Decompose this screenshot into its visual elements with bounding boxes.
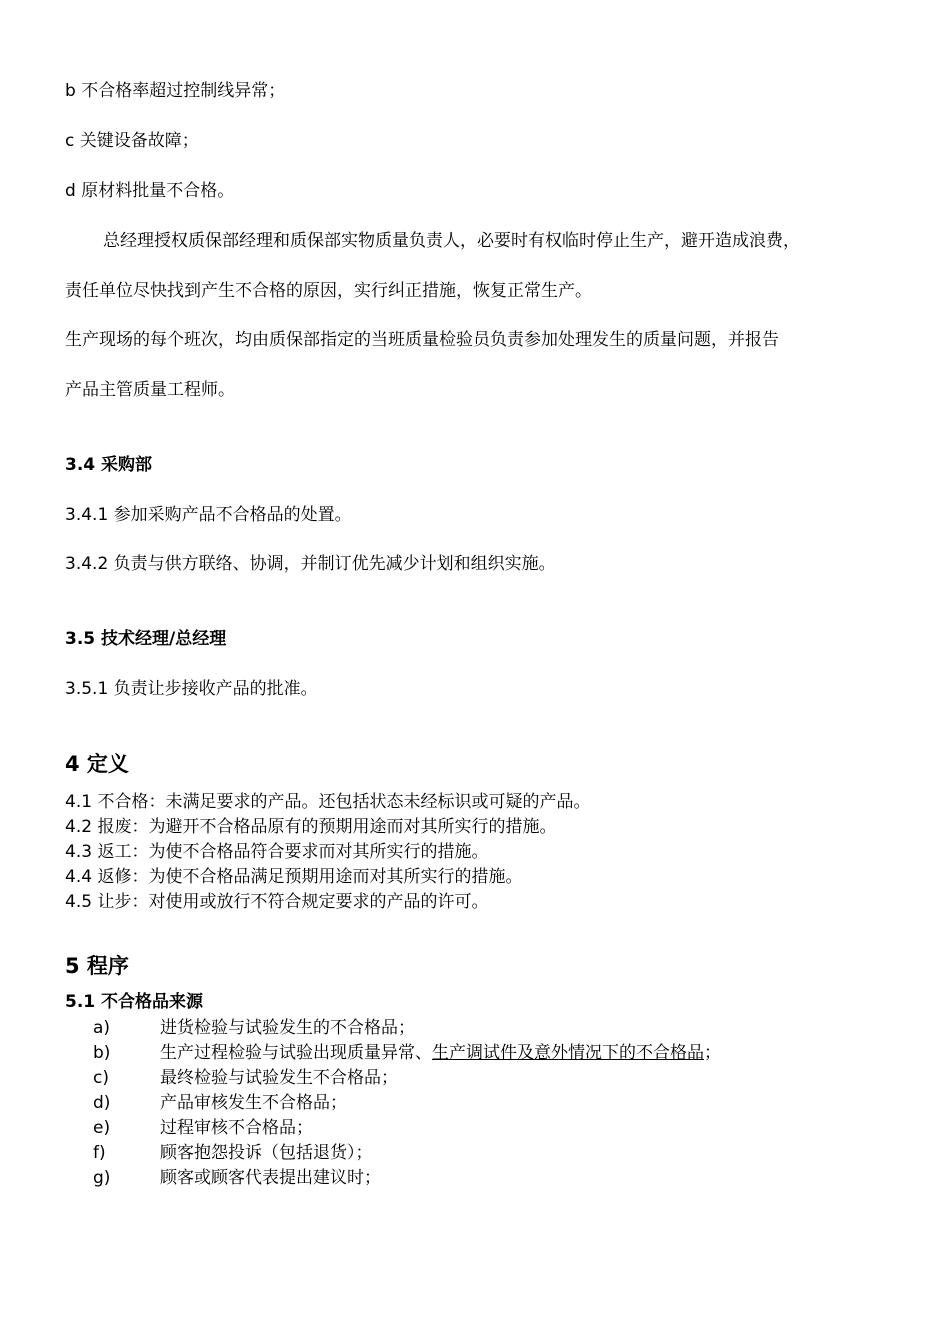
list-item-label: e) (93, 1118, 111, 1138)
heading-5-procedure: 5 程序 (65, 954, 129, 978)
paragraph-authority-line1: 总经理授权质保部经理和质保部实物质量负责人，必要时有权临时停止生产，避开造成浪费， (103, 231, 800, 251)
list-item-text: 产品审核发生不合格品； (160, 1093, 347, 1113)
list-item-label: d) (93, 1093, 111, 1113)
list-item-c: c 关键设备故障； (65, 131, 199, 151)
underlined-text: 生产调试件及意外情况下的不合格品 (432, 1043, 704, 1063)
definition-4-1: 4.1 不合格：未满足要求的产品。还包括状态未经标识或可疑的产品。 (65, 792, 591, 812)
list-item-text: 过程审核不合格品； (160, 1118, 313, 1138)
paragraph-shift-line2: 产品主管质量工程师。 (65, 380, 235, 400)
item-3-4-2: 3.4.2 负责与供方联络、协调，并制订优先减少计划和组织实施。 (65, 554, 556, 574)
heading-5-1: 5.1 不合格品来源 (65, 992, 204, 1012)
list-item-text (160, 1042, 721, 1064)
paragraph-authority-line2: 责任单位尽快找到产生不合格的原因，实行纠正措施，恢复正常生产。 (65, 281, 592, 301)
list-item-text: 顾客抱怨投诉（包括退货）； (160, 1143, 373, 1163)
list-item-text: 进货检验与试验发生的不合格品； (160, 1018, 415, 1038)
definition-4-5: 4.5 让步：对使用或放行不符合规定要求的产品的许可。 (65, 892, 489, 912)
list-item-b: b 不合格率超过控制线异常； (65, 81, 286, 101)
list-item-text-lead: 生产过程检验与试验出现质量异常、 (160, 1043, 432, 1063)
definition-4-2: 4.2 报废：为避开不合格品原有的预期用途而对其所实行的措施。 (65, 817, 557, 837)
list-item-d: d 原材料批量不合格。 (65, 181, 235, 201)
list-item-label: a) (93, 1018, 111, 1038)
list-item-text-tail: ； (704, 1043, 721, 1063)
paragraph-shift-line1: 生产现场的每个班次，均由质保部指定的当班质量检验员负责参加处理发生的质量问题，并报告 (65, 330, 779, 350)
definition-4-4: 4.4 返修：为使不合格品满足预期用途而对其所实行的措施。 (65, 867, 523, 887)
heading-3-5: 3.5 技术经理/总经理 (65, 629, 227, 649)
list-item-text: 最终检验与试验发生不合格品； (160, 1068, 398, 1088)
item-3-5-1: 3.5.1 负责让步接收产品的批准。 (65, 679, 318, 699)
heading-4-definitions: 4 定义 (65, 752, 129, 776)
definition-4-3: 4.3 返工：为使不合格品符合要求而对其所实行的措施。 (65, 842, 489, 862)
list-item-label: f) (93, 1143, 106, 1163)
list-item-text: 顾客或顾客代表提出建议时； (160, 1168, 381, 1188)
list-item-label: b) (93, 1043, 111, 1063)
list-item-label: c) (93, 1068, 109, 1088)
item-3-4-1: 3.4.1 参加采购产品不合格品的处置。 (65, 505, 352, 525)
list-item-label: g) (93, 1168, 111, 1188)
heading-3-4: 3.4 采购部 (65, 455, 153, 475)
